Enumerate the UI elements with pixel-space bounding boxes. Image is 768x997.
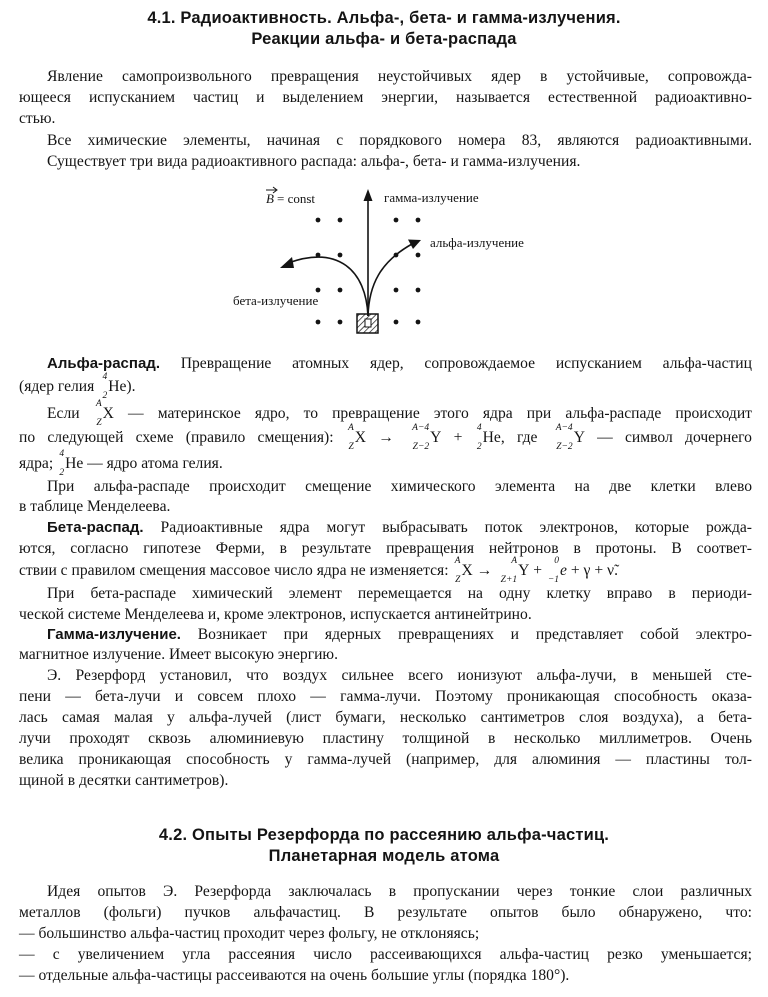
- field-dot: [316, 320, 321, 325]
- isotope-parent-x: A Z X: [95, 399, 114, 428]
- field-dot: [394, 288, 399, 293]
- paragraph-line: металлов (фольги) пучков альфачастиц. В результате опытов было обнаружено, что:: [19, 904, 752, 921]
- gamma-arrow-icon: [364, 189, 373, 201]
- paragraph-line: магнитное излучение. Имеет высокую энергию.: [19, 646, 338, 663]
- isotope-daughter-y: A−4 Z−2 Y: [555, 423, 585, 452]
- term-alpha-decay: Альфа-распад.: [47, 355, 160, 372]
- field-dot: [338, 320, 343, 325]
- paragraph-line: ческой системе Менделеева и, кроме электронов, испускается антинейтрино.: [19, 606, 532, 623]
- section-title-line-2: Планетарная модель атома: [268, 847, 500, 865]
- paragraph-line: Э. Резерфорд установил, что воздух сильнее всего ионизуют альфа-лучи, в меньшей сте-: [47, 667, 752, 684]
- paragraph-line: ствии с правилом смещения массовое число ядра не изменяется: A Z X → A Z+1 Y + 0 −1 e + γ + ν̃.: [19, 556, 618, 585]
- gamma-label: гамма-излучение: [384, 190, 479, 205]
- beta-arrow-icon: [280, 257, 294, 268]
- paragraph-line: щиной в десятки сантиметров).: [19, 772, 229, 789]
- field-dot: [316, 288, 321, 293]
- field-dot: [338, 218, 343, 223]
- term-gamma-radiation: Гамма-излучение.: [47, 626, 181, 643]
- paragraph-line: При бета-распаде химический элемент перемещается на одну клетку вправо в периоди-: [47, 585, 752, 602]
- paragraph-line: стью.: [19, 110, 56, 127]
- alpha-arrow-icon: [408, 240, 421, 250]
- section-title-line-2: Реакции альфа- и бета-распада: [251, 30, 517, 48]
- paragraph-line: ются, согласно гипотезе Ферми, в результате превращения нейтронов в протоны. В соответ-: [19, 540, 752, 557]
- paragraph-line: При альфа-распаде происходит смещение химического элемента на две клетки влево: [47, 478, 752, 495]
- paragraph-line: (ядер гелия 4 2 He).: [19, 372, 136, 401]
- field-dot: [338, 288, 343, 293]
- paragraph-line: Идея опытов Э. Резерфорда заключалась в пропускании через тонкие слои различных: [47, 883, 752, 900]
- paragraph-line: Гамма-излучение. Возникает при ядерных превращениях и представляет собой электро-: [47, 626, 752, 643]
- paragraph-line: велика проникающая способность у гамма-лучей (например, для алюминия — пластины тол-: [19, 751, 752, 768]
- field-dot: [416, 218, 421, 223]
- paragraph-line: Явление самопроизвольного превращения неустойчивых ядер в устойчивые, сопровожда-: [47, 68, 752, 85]
- list-item: — с увеличением угла рассеяния число рассеивающихся альфа-частиц резко уменьшается;: [19, 946, 752, 963]
- field-dot: [338, 253, 343, 258]
- paragraph-line: Существует три вида радиоактивного распада: альфа-, бета- и гамма-излучения.: [47, 153, 581, 170]
- alpha-label: альфа-излучение: [430, 235, 524, 250]
- paragraph-line: лучи проходят сквозь алюминиевую пластину толщиной в несколько миллиметров. Очень: [19, 730, 752, 747]
- paragraph-line: Альфа-распад. Превращение атомных ядер, сопровождаемое испусканием альфа-частиц: [47, 355, 752, 372]
- paragraph-line: ющееся испусканием частиц и выделением энергии, называется естественной радиоактивно-: [19, 89, 752, 106]
- paragraph-line: Если A Z X — материнское ядро, то превращение этого ядра при альфа-распаде происходит: [47, 399, 752, 428]
- paragraph-line: в таблице Менделеева.: [19, 498, 171, 515]
- formula-alpha-decay: A Z X: [347, 423, 367, 452]
- paragraph-line: Все химические элементы, начиная с порядкового номера 83, являются радиоактивными.: [47, 132, 752, 149]
- section-title-line-1: 4.2. Опыты Резерфорда по рассеянию альфа-частиц.: [158, 826, 610, 844]
- isotope-helium: 4 2 He: [102, 372, 127, 401]
- list-item: — отдельные альфа-частицы рассеиваются на очень большие углы (порядка 180°).: [19, 967, 570, 984]
- list-item: — большинство альфа-частиц проходит через фольгу, не отклоняясь;: [19, 925, 480, 942]
- field-label-const: = const: [277, 191, 316, 206]
- field-dot: [416, 320, 421, 325]
- paragraph-line: по следующей схеме (правило смещения): A Z X → A−4 Z−2 Y + 4 2 He, где A−4 Z−2 Y — символ дочернего: [19, 423, 752, 452]
- field-dot: [394, 320, 399, 325]
- field-dot: [416, 288, 421, 293]
- paragraph-line: Бета-распад. Радиоактивные ядра могут выбрасывать поток электронов, которые рожда-: [47, 519, 752, 536]
- beta-label: бета-излучение: [233, 293, 319, 308]
- field-dot: [416, 253, 421, 258]
- alpha-ray-path: [368, 244, 412, 316]
- formula-beta-decay: A Z X: [454, 556, 473, 585]
- section-4-2-title: [0, 825, 768, 867]
- section-title-line-1: 4.1. Радиоактивность. Альфа-, бета- и гамма-излучения.: [147, 9, 621, 27]
- term-beta-decay: Бета-распад.: [47, 519, 144, 536]
- field-dot: [316, 218, 321, 223]
- paragraph-line: ядра; 4 2 He — ядро атома гелия.: [19, 449, 223, 478]
- field-label-b: B: [266, 191, 274, 206]
- paragraph-line: лась самая малая у альфа-лучей (лист бумаги, несколько сантиметров слоя воздуха), а бета-: [19, 709, 752, 726]
- field-dot: [394, 218, 399, 223]
- paragraph-line: пени — бета-лучи и совсем плохо — гамма-лучи. Поэтому проникающая способность оказа-: [19, 688, 752, 705]
